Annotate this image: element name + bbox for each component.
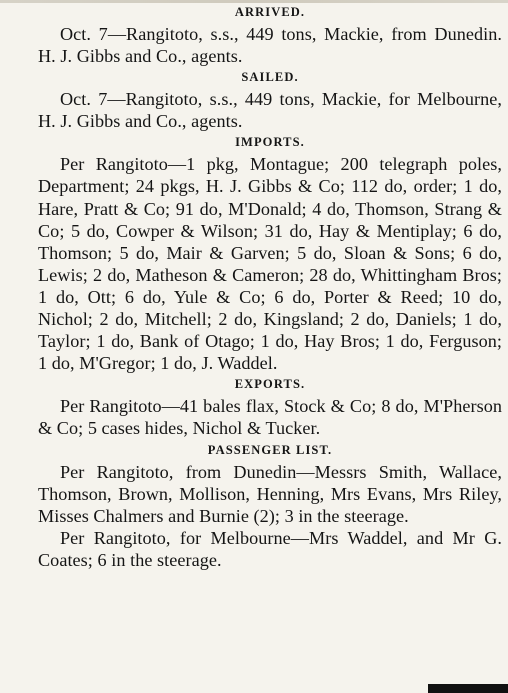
sailed-text: Oct. 7—Rangitoto, s.s., 449 tons, Mackie, for Melbourne, H. J. Gibbs and Co., agents.: [38, 89, 502, 132]
imports-text: Per Rangitoto—1 pkg, Montague; 200 telegraph poles, Department; 24 pkgs, H. J. Gibbs & Co; 112 do, order; 1 do, Hare, Pratt & Co; 91 do, M'Donald; 4 do, Thomson, Strang & Co; 5 do, Cowper & Wilson; 31 do, Hay & Mentiplay; 6 do, Thomson; 5 do, Mair & Garven; 5 do, Sloan & Sons; 6 do, Lewis; 2 do, Matheson & Cameron; 28 do, Whittingham Bros; 1 do, Ott; 6 do, Yule & Co; 6 do, Porter & Reed; 10 do, Nichol; 2 do, Mitchell; 2 do, Kingsland; 2 do, Daniels; 1 do, Taylor; 1 do, Bank of Otago; 1 do, Hay Bros; 1 do, Ferguson; 1 do, M'Gregor; 1 do, J. Waddel.: [38, 154, 502, 374]
passenger-list-section: [38, 440, 502, 571]
imports-section: [38, 132, 502, 374]
exports-heading: EXPORTS.: [234, 377, 306, 392]
sailed-heading: SAILED.: [241, 70, 299, 85]
exports-section: [38, 374, 502, 439]
passengers-from-dunedin: Per Rangitoto, from Dunedin—Messrs Smith, Wallace, Thomson, Brown, Mollison, Henning, Mrs Evans, Mrs Riley, Misses Chalmers and Burnie (2); 3 in the steerage.: [38, 461, 502, 526]
arrived-section: [38, 2, 502, 67]
imports-heading: IMPORTS.: [235, 135, 305, 150]
passenger-list-heading: PASSENGER LIST.: [207, 442, 333, 457]
arrived-heading: ARRIVED.: [234, 5, 306, 19]
passengers-for-melbourne: Per Rangitoto, for Melbourne—Mrs Waddel, and Mr G. Coates; 6 in the steerage.: [38, 527, 502, 570]
sailed-section: [38, 67, 502, 132]
exports-text: Per Rangitoto—41 bales flax, Stock & Co; 8 do, M'Pherson & Co; 5 cases hides, Nichol & Tucker.: [38, 396, 502, 439]
bottom-rule: [428, 684, 508, 693]
arrived-text: Oct. 7—Rangitoto, s.s., 449 tons, Mackie, from Dunedin. H. J. Gibbs and Co., agents.: [38, 24, 502, 67]
shipping-column: [38, 2, 502, 571]
